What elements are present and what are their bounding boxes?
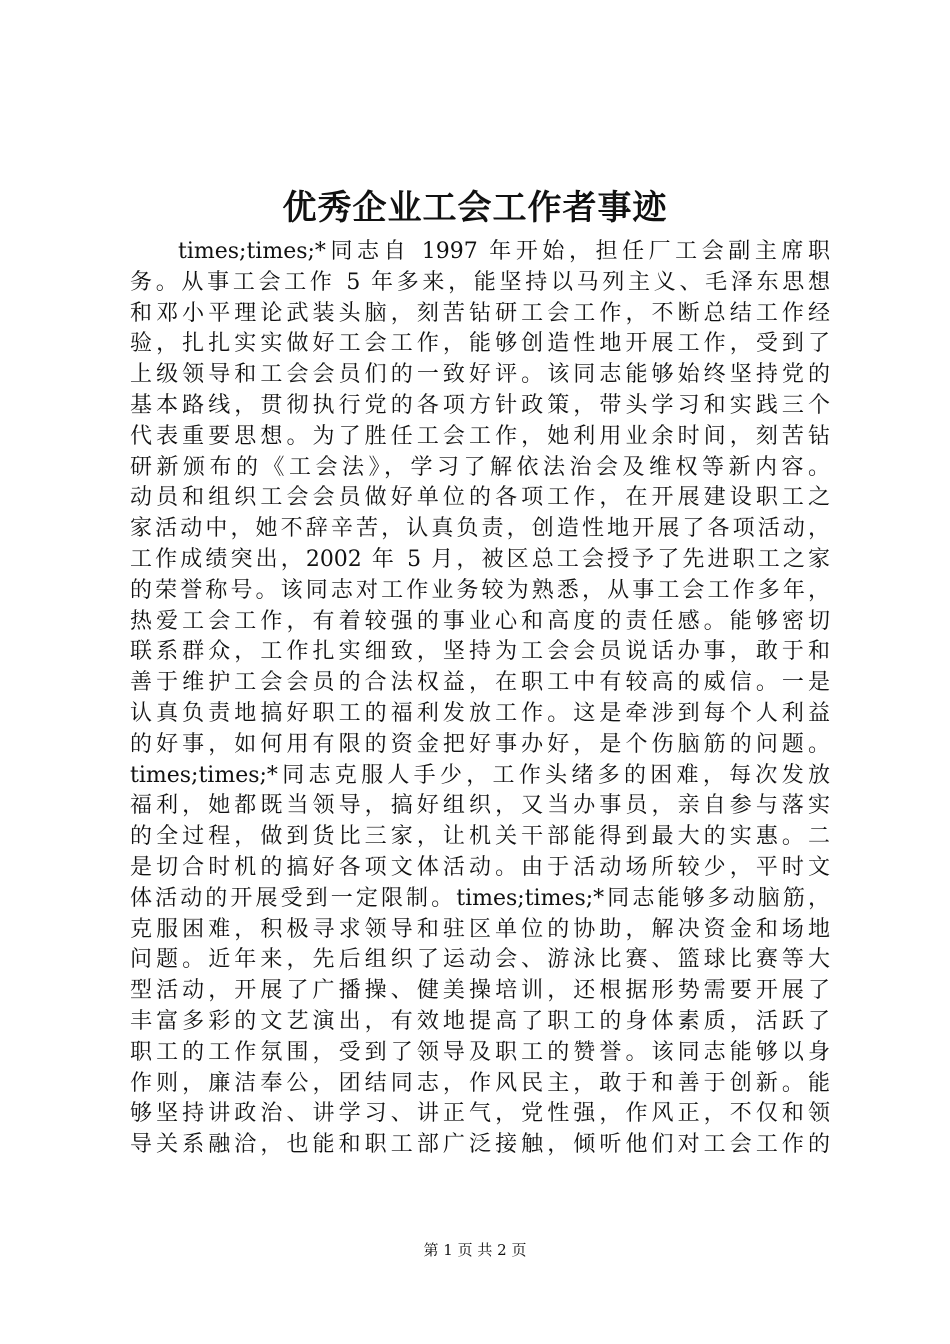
text-line: 基本路线，贯彻执行党的各项方针政策，带头学习和实践三个	[130, 392, 830, 418]
text-line: 体活动的开展受到一定限制。times;times;*同志能够多动脑筋，	[130, 885, 830, 911]
text-line: 福利，她都既当领导，搞好组织，又当办事员，亲自参与落实	[130, 793, 830, 819]
text-line: 工作成绩突出，2002 年 5 月，被区总工会授予了先进职工之家	[130, 546, 830, 572]
text-line: 型活动，开展了广播操、健美操培训，还根据形势需要开展了	[130, 978, 830, 1004]
document-title: 优秀企业工会工作者事迹	[282, 188, 668, 228]
text-line: 问题。近年来，先后组织了运动会、游泳比赛、篮球比赛等大	[130, 947, 830, 973]
text-line: 热爱工会工作，有着较强的事业心和高度的责任感。能够密切	[130, 608, 830, 634]
text-line: 作则，廉洁奉公，团结同志，作风民主，敢于和善于创新。能	[130, 1070, 830, 1096]
text-line: 够坚持讲政治、讲学习、讲正气，党性强，作风正，不仅和领	[130, 1101, 830, 1127]
text-line: 代表重要思想。为了胜任工会工作，她利用业余时间，刻苦钻	[130, 423, 830, 449]
text-line: 的荣誉称号。该同志对工作业务较为熟悉，从事工会工作多年，	[130, 577, 830, 603]
text-line: 上级领导和工会会员们的一致好评。该同志能够始终坚持党的	[130, 362, 830, 388]
text-line: 克服困难，积极寻求领导和驻区单位的协助，解决资金和场地	[130, 916, 830, 942]
text-line: 动员和组织工会会员做好单位的各项工作，在开展建设职工之	[130, 485, 830, 511]
text-line: 导关系融洽，也能和职工部广泛接触，倾听他们对工会工作的	[130, 1132, 830, 1158]
page-number: 第 1 页 共 2 页	[423, 1241, 527, 1259]
text-line: 家活动中，她不辞辛苦，认真负责，创造性地开展了各项活动，	[130, 516, 830, 542]
text-line: 联系群众，工作扎实细致，坚持为工会会员说话办事，敢于和	[130, 639, 830, 665]
text-line: 和邓小平理论武装头脑，刻苦钻研工会工作，不断总结工作经	[130, 300, 830, 326]
text-line: times;times;*同志自 1997 年开始，担任厂工会副主席职	[178, 239, 830, 264]
text-line: 是切合时机的搞好各项文体活动。由于活动场所较少，平时文	[130, 854, 830, 880]
text-line: 职工的工作氛围，受到了领导及职工的赞誉。该同志能够以身	[130, 1039, 830, 1065]
body-text	[130, 237, 830, 1161]
text-line: 丰富多彩的文艺演出，有效地提高了职工的身体素质，活跃了	[130, 1008, 830, 1034]
text-line: times;times;*同志克服人手少，工作头绪多的困难，每次发放	[130, 762, 830, 788]
text-line: 善于维护工会会员的合法权益，在职工中有较高的威信。一是	[130, 670, 830, 696]
text-line: 研新颁布的《工会法》，学习了解依法治会及维权等新内容。	[130, 454, 830, 480]
text-line: 认真负责地搞好职工的福利发放工作。这是牵涉到每个人利益	[130, 700, 830, 726]
text-line: 务。从事工会工作 5 年多来，能坚持以马列主义、毛泽东思想	[130, 269, 830, 295]
text-line: 验，扎扎实实做好工会工作，能够创造性地开展工作，受到了	[130, 331, 830, 357]
text-line: 的全过程，做到货比三家，让机关干部能得到最大的实惠。二	[130, 824, 830, 850]
text-line: 的好事，如何用有限的资金把好事办好，是个伤脑筋的问题。	[130, 731, 830, 757]
